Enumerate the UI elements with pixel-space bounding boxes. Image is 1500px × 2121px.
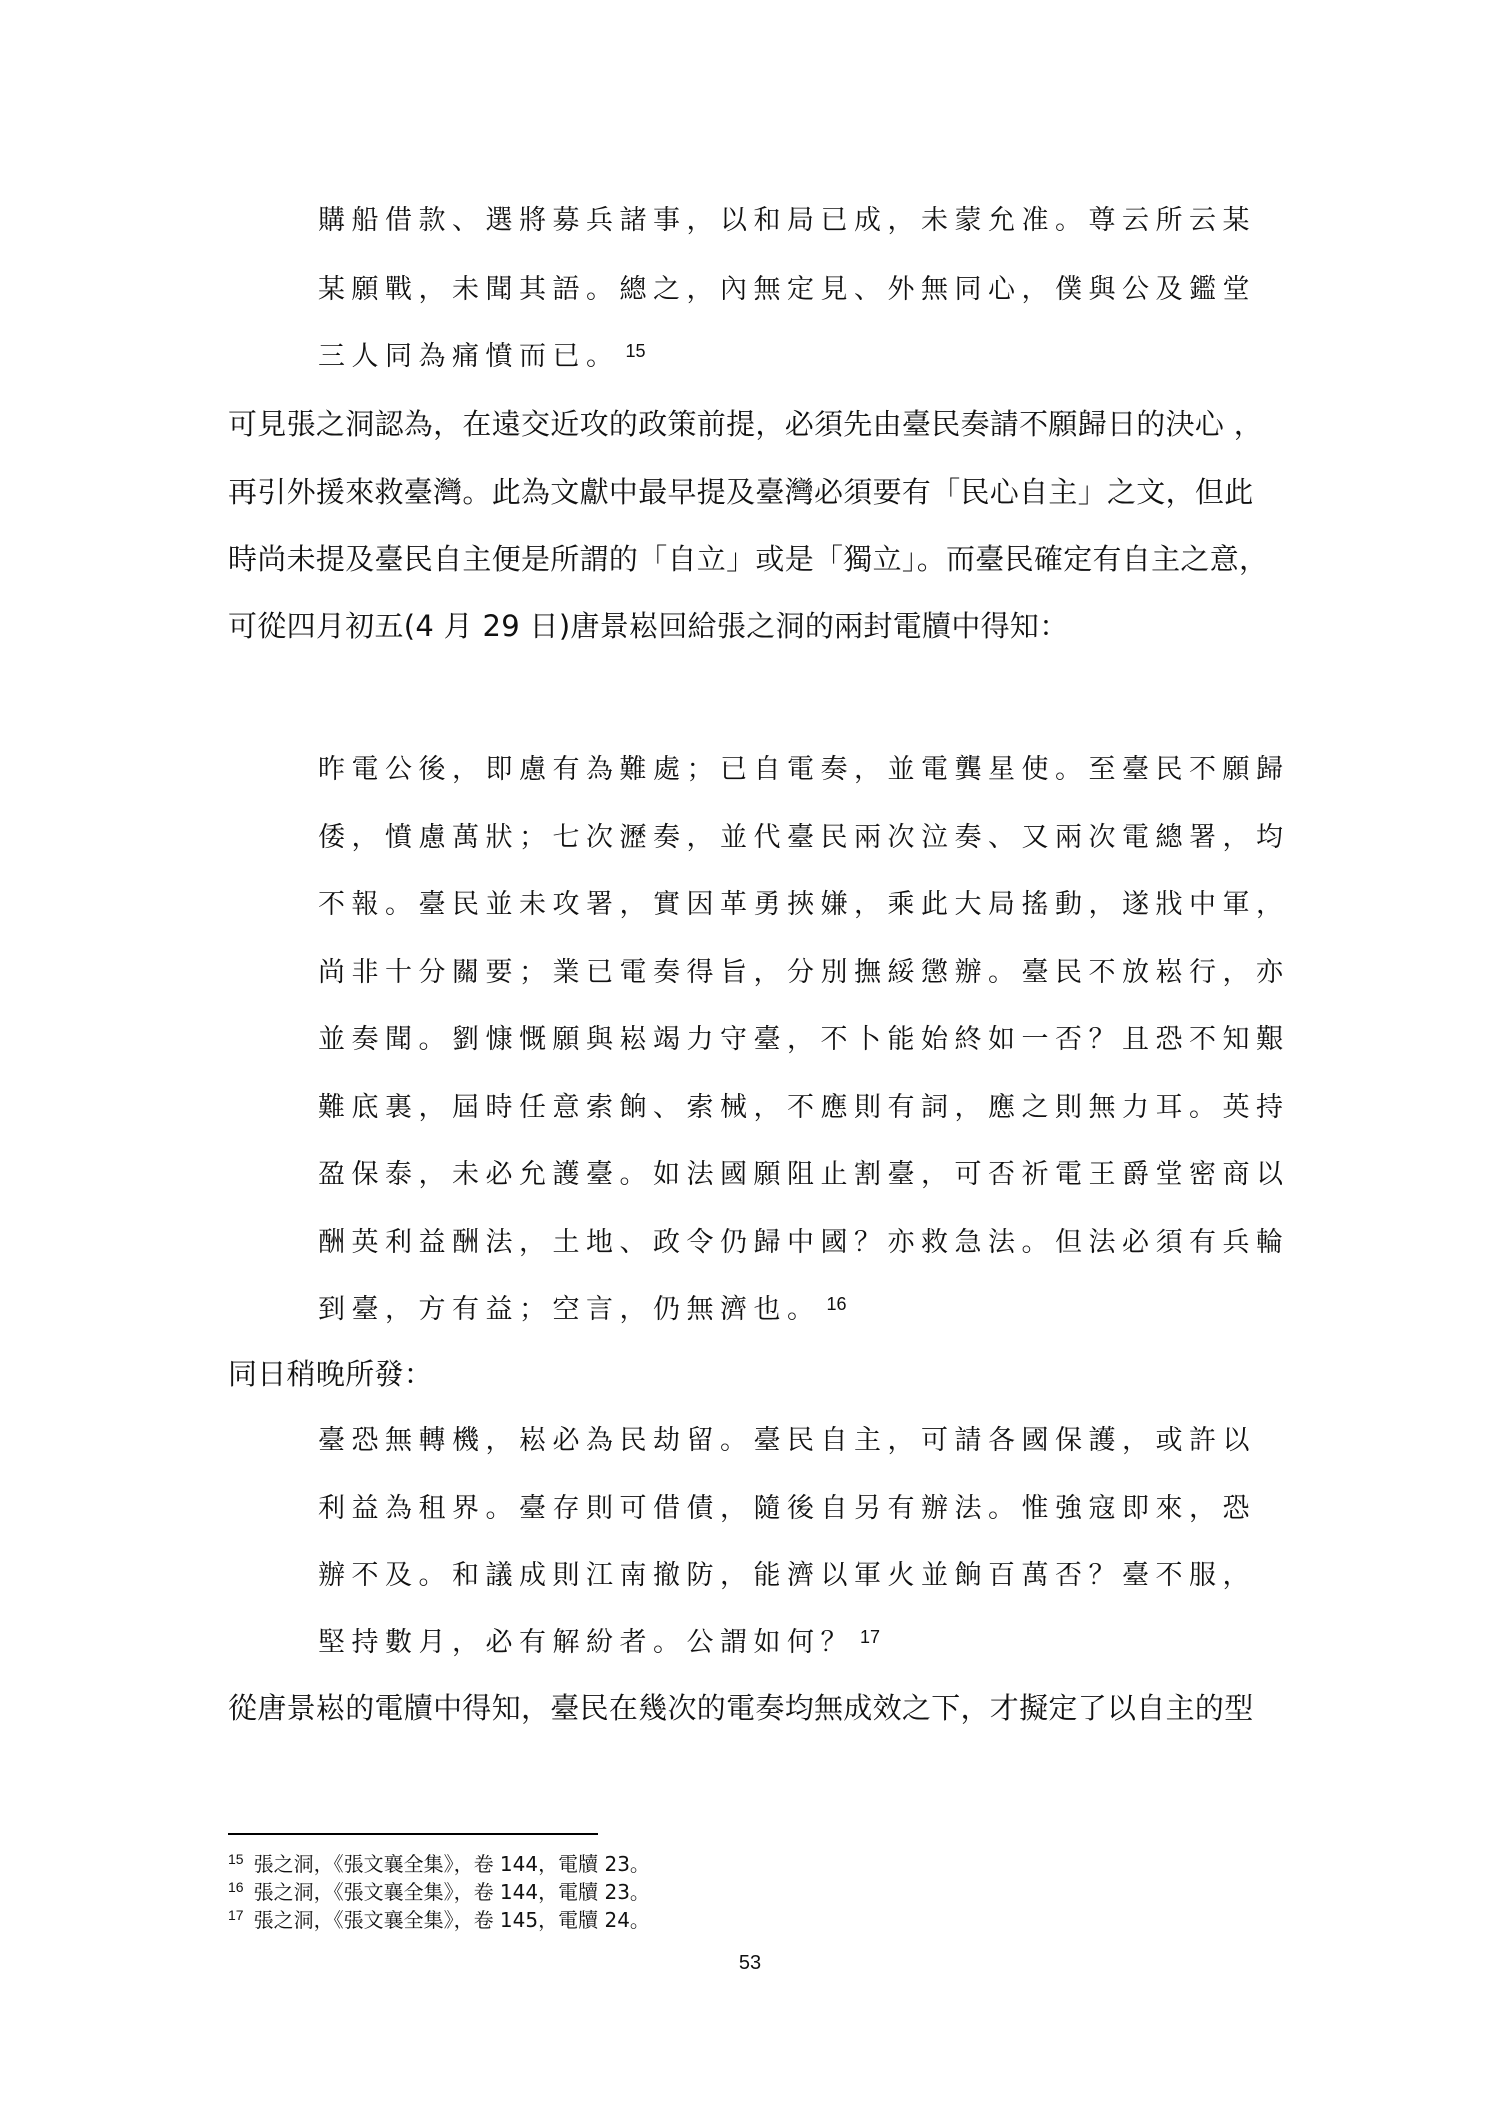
footnote-separator [228,1833,598,1835]
footnote [228,1848,650,1877]
footnote-number: 15 [228,1851,244,1867]
quote-line: 購船借款、選將募兵諸事，以和局已成，未蒙允准。尊云所云某 [318,205,1256,236]
quote-line: 酬英利益酬法，土地、政令仍歸中國？亦救急法。但法必須有兵輪 [318,1227,1290,1258]
quote-line [318,1287,847,1326]
footnote [228,1904,650,1933]
body-line: 再引外援來救臺灣。此為文獻中最早提及臺灣必須要有「民心自主」之文，但此 [228,475,1254,509]
footnote-text: 張之洞，《張文襄全集》，卷 145，電牘 24。 [253,1908,650,1932]
footnote-number: 17 [228,1907,244,1923]
body-line: 時尚未提及臺民自主便是所謂的「自立」或是「獨立」。而臺民確定有自主之意， [228,542,1269,576]
quote-line: 盈保泰，未必允護臺。如法國願阻止割臺，可否祈電王爵堂密商以 [318,1159,1290,1190]
quote-line: 倭，憤慮萬狀；七次瀝奏，並代臺民兩次泣奏、又兩次電總署，均 [318,822,1290,853]
quote-line: 昨電公後，即慮有為難處；已自電奏，並電龔星使。至臺民不願歸 [318,754,1290,785]
body-line: 可從四月初五(4 月 29 日)唐景崧回給張之洞的兩封電牘中得知： [228,609,1069,643]
quote-line: 不報。臺民並未攻署，實因革勇挾嫌，乘此大局搖動，遂戕中軍， [318,889,1290,920]
quote-line: 臺恐無轉機，崧必為民劫留。臺民自主，可請各國保護，或許以 [318,1425,1256,1456]
body-line: 同日稍晚所發： [228,1357,434,1391]
footnote-text: 張之洞，《張文襄全集》，卷 144，電牘 23。 [253,1852,650,1876]
quote-line [318,1620,880,1659]
footnote-reference[interactable]: 15 [625,341,646,361]
footnote-reference[interactable]: 16 [826,1294,847,1314]
quote-line: 某願戰，未聞其語。總之，內無定見、外無同心，僕與公及鑑堂 [318,274,1256,305]
quote-line [318,334,646,373]
quote-line: 難底裏，屆時任意索餉、索械，不應則有詞，應之則無力耳。英持 [318,1092,1290,1123]
quote-line: 並奏聞。劉慷慨願與崧竭力守臺，不卜能始終如一否？且恐不知艱 [318,1024,1290,1055]
quote-line: 辦不及。和議成則江南撤防，能濟以軍火並餉百萬否？臺不服， [318,1560,1256,1591]
body-line: 可見張之洞認為，在遠交近攻的政策前提，必須先由臺民奏請不願歸日的決心 ， [228,407,1264,441]
body-line: 從唐景崧的電牘中得知，臺民在幾次的電奏均無成效之下，才擬定了以自主的型 [228,1691,1254,1725]
footnote-reference[interactable]: 17 [860,1627,881,1647]
quote-line: 利益為租界。臺存則可借債，隨後自另有辦法。惟強寇即來，恐 [318,1493,1256,1524]
quote-line: 尚非十分關要；業已電奏得旨，分別撫綏懲辦。臺民不放崧行，亦 [318,957,1290,988]
quote-text: 三人同為痛憤而已。 [318,341,620,372]
page-number: 53 [738,1952,762,1974]
footnote-text: 張之洞，《張文襄全集》，卷 144，電牘 23。 [253,1880,650,1904]
footnote-number: 16 [228,1879,244,1895]
footnote [228,1876,650,1905]
quote-text: 到臺，方有益；空言，仍無濟也。 [318,1294,821,1325]
quote-text: 堅持數月，必有解紛者。公謂如何？ [318,1627,854,1658]
